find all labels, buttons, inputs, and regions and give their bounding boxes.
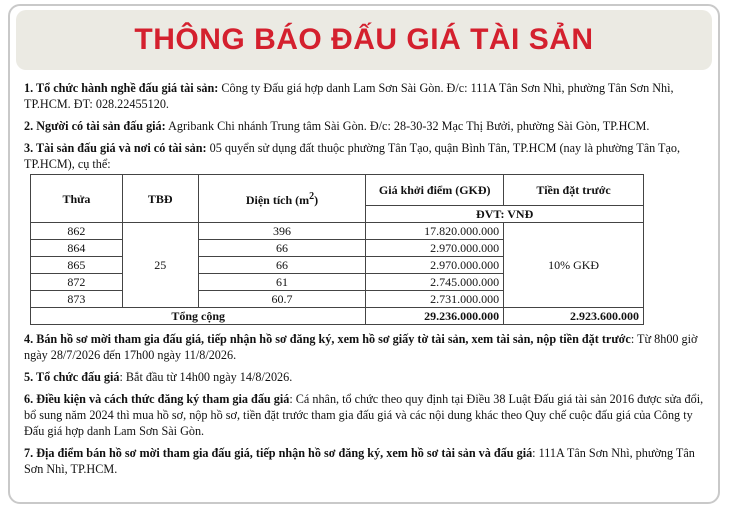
cell-area: 396 bbox=[198, 223, 366, 240]
cell-deposit: 10% GKĐ bbox=[504, 223, 644, 308]
item-6-text: : Cá nhân, tổ chức theo quy định tại Điều 38 Luật Đấu giá tài sản 2016 được sửa đổi, bổ sung năm 2024 thì mua hồ sơ, nộp hồ sơ, tiền đặt trước tham gia đấu giá và các nội dung khác theo Quy chế cuộc đấu giá của Công ty Đấu giá hợp danh Lam Sơn Sài Gòn. bbox=[24, 392, 704, 438]
item-4-label: 4. Bán hồ sơ mời tham gia đấu giá, tiếp nhận hồ sơ đăng ký, xem hồ sơ giấy tờ tài sản, xem tài sản, nộp tiền đặt trước bbox=[24, 332, 631, 346]
item-3-text: 05 quyển sử dụng đất thuộc phường Tân Tạo, quận Bình Tân, TP.HCM (nay là phường Tân Tạo, TP.HCM), cụ thể: bbox=[24, 141, 681, 171]
item-1-label: 1. Tổ chức hành nghề đấu giá tài sản: bbox=[24, 81, 219, 95]
table-row bbox=[31, 223, 644, 240]
header-area-sup: 2 bbox=[309, 191, 315, 202]
cell-thua: 864 bbox=[31, 240, 123, 257]
cell-area: 66 bbox=[198, 240, 366, 257]
notice-frame bbox=[8, 4, 720, 504]
asset-table bbox=[30, 174, 644, 325]
item-3-label: 3. Tài sản đấu giá và nơi có tài sản: bbox=[24, 141, 207, 155]
total-price: 29.236.000.000 bbox=[366, 308, 504, 325]
cell-tbd: 25 bbox=[122, 223, 198, 308]
header-area bbox=[198, 175, 366, 223]
notice-content bbox=[24, 80, 714, 483]
unit-label: ĐVT: VNĐ bbox=[366, 206, 644, 223]
cell-thua: 862 bbox=[31, 223, 123, 240]
title-banner bbox=[16, 10, 712, 70]
cell-price: 2.970.000.000 bbox=[366, 257, 504, 274]
header-deposit: Tiền đặt trước bbox=[504, 175, 644, 206]
item-2-text: Agribank Chi nhánh Trung tâm Sài Gòn. Đ/c: 28-30-32 Mạc Thị Bưởi, phường Sài Gòn, TP.HCM. bbox=[165, 119, 650, 133]
item-5 bbox=[24, 369, 714, 385]
cell-area: 61 bbox=[198, 274, 366, 291]
cell-thua: 872 bbox=[31, 274, 123, 291]
item-5-text: : Bắt đầu từ 14h00 ngày 14/8/2026. bbox=[119, 370, 293, 384]
header-area-suffix: ) bbox=[314, 193, 319, 207]
item-2-label: 2. Người có tài sản đấu giá: bbox=[24, 119, 166, 133]
header-area-text: Diện tích (m bbox=[245, 193, 310, 207]
item-5-label: 5. Tổ chức đấu giá bbox=[24, 370, 120, 384]
table-header-row bbox=[31, 175, 644, 206]
cell-area: 66 bbox=[198, 257, 366, 274]
item-3 bbox=[24, 140, 714, 172]
cell-price: 2.731.000.000 bbox=[366, 291, 504, 308]
total-deposit: 2.923.600.000 bbox=[504, 308, 644, 325]
item-7 bbox=[24, 445, 714, 477]
cell-price: 17.820.000.000 bbox=[366, 223, 504, 240]
item-7-label: 7. Địa điểm bán hồ sơ mời tham gia đấu giá, tiếp nhận hồ sơ đăng ký, xem hồ sơ tài sản và đấu giá bbox=[24, 446, 533, 460]
cell-thua: 873 bbox=[31, 291, 123, 308]
cell-price: 2.745.000.000 bbox=[366, 274, 504, 291]
header-tbd: TBĐ bbox=[122, 175, 198, 223]
item-4-text: : Từ 8h00 giờ ngày 28/7/2026 đến 17h00 ngày 11/8/2026. bbox=[24, 332, 698, 362]
item-6 bbox=[24, 391, 714, 439]
item-2 bbox=[24, 118, 714, 134]
cell-area: 60.7 bbox=[198, 291, 366, 308]
table-total-row bbox=[31, 308, 644, 325]
header-gkd: Giá khởi điểm (GKĐ) bbox=[366, 175, 504, 206]
item-7-text: : 111A Tân Sơn Nhì, phường Tân Sơn Nhì, TP.HCM. bbox=[24, 446, 695, 476]
item-1-text: Công ty Đấu giá hợp danh Lam Sơn Sài Gòn. Đ/c: 111A Tân Sơn Nhì, phường Tân Sơn Nhì, TP.HCM. ĐT: 028.22455120. bbox=[24, 81, 674, 111]
item-6-label: 6. Điều kiện và cách thức đăng ký tham gia đấu giá bbox=[24, 392, 290, 406]
cell-thua: 865 bbox=[31, 257, 123, 274]
header-thua: Thửa bbox=[31, 175, 123, 223]
item-1 bbox=[24, 80, 714, 112]
item-4 bbox=[24, 331, 714, 363]
total-label: Tổng cộng bbox=[31, 308, 366, 325]
cell-price: 2.970.000.000 bbox=[366, 240, 504, 257]
page-title: THÔNG BÁO ĐẤU GIÁ TÀI SẢN bbox=[134, 23, 594, 56]
